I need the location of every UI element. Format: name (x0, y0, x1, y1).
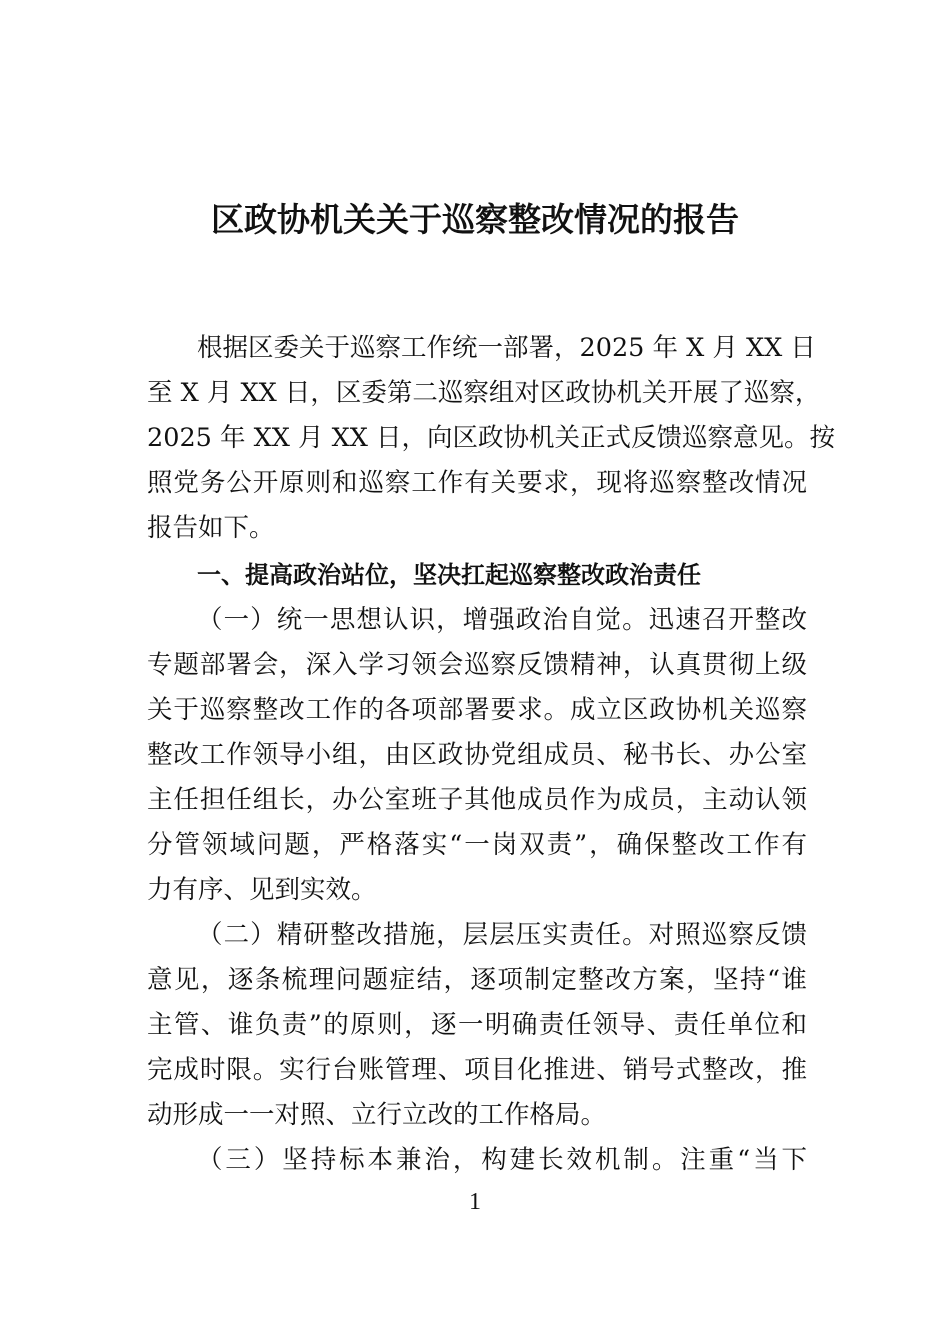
paragraph-line: 至 X 月 XX 日，区委第二巡察组对区政协机关开展了巡察， (147, 378, 821, 408)
paragraph-line: （二）精研整改措施，层层压实责任。对照巡察反馈 (197, 920, 807, 950)
paragraph-line: 力有序、见到实效。 (147, 875, 377, 905)
document-title: 区政协机关关于巡察整改情况的报告 (211, 200, 739, 239)
paragraph-line: 照党务公开原则和巡察工作有关要求，现将巡察整改情况 (147, 468, 807, 498)
paragraph-line: 整改工作领导小组，由区政协党组成员、秘书长、办公室 (147, 740, 807, 770)
paragraph-line: （三）坚持标本兼治，构建长效机制。注重“当下 (197, 1145, 807, 1175)
paragraph-line: 主任担任组长，办公室班子其他成员作为成员，主动认领 (147, 785, 807, 815)
paragraph-line: 意见，逐条梳理问题症结，逐项制定整改方案，坚持“谁 (147, 965, 807, 995)
paragraph-line: 专题部署会，深入学习领会巡察反馈精神，认真贯彻上级 (147, 650, 807, 680)
paragraph-line: 根据区委关于巡察工作统一部署，2025 年 X 月 XX 日 (197, 333, 816, 363)
page-number: 1 (469, 1189, 481, 1215)
paragraph-line: 关于巡察整改工作的各项部署要求。成立区政协机关巡察 (147, 695, 807, 725)
paragraph-line: 动形成一一对照、立行立改的工作格局。 (147, 1100, 607, 1130)
paragraph-line: 报告如下。 (147, 513, 275, 543)
paragraph-line: 主管、谁负责”的原则，逐一明确责任领导、责任单位和 (147, 1010, 807, 1040)
section-heading: 一、提高政治站位，坚决扛起巡察整改政治责任 (197, 561, 701, 589)
paragraph-line: 分管领域问题，严格落实“一岗双责”，确保整改工作有 (147, 830, 807, 860)
paragraph-line: （一）统一思想认识，增强政治自觉。迅速召开整改 (197, 605, 807, 635)
paragraph-line: 2025 年 XX 月 XX 日，向区政协机关正式反馈巡察意见。按 (147, 423, 836, 453)
paragraph-line: 完成时限。实行台账管理、项目化推进、销号式整改，推 (147, 1055, 807, 1085)
